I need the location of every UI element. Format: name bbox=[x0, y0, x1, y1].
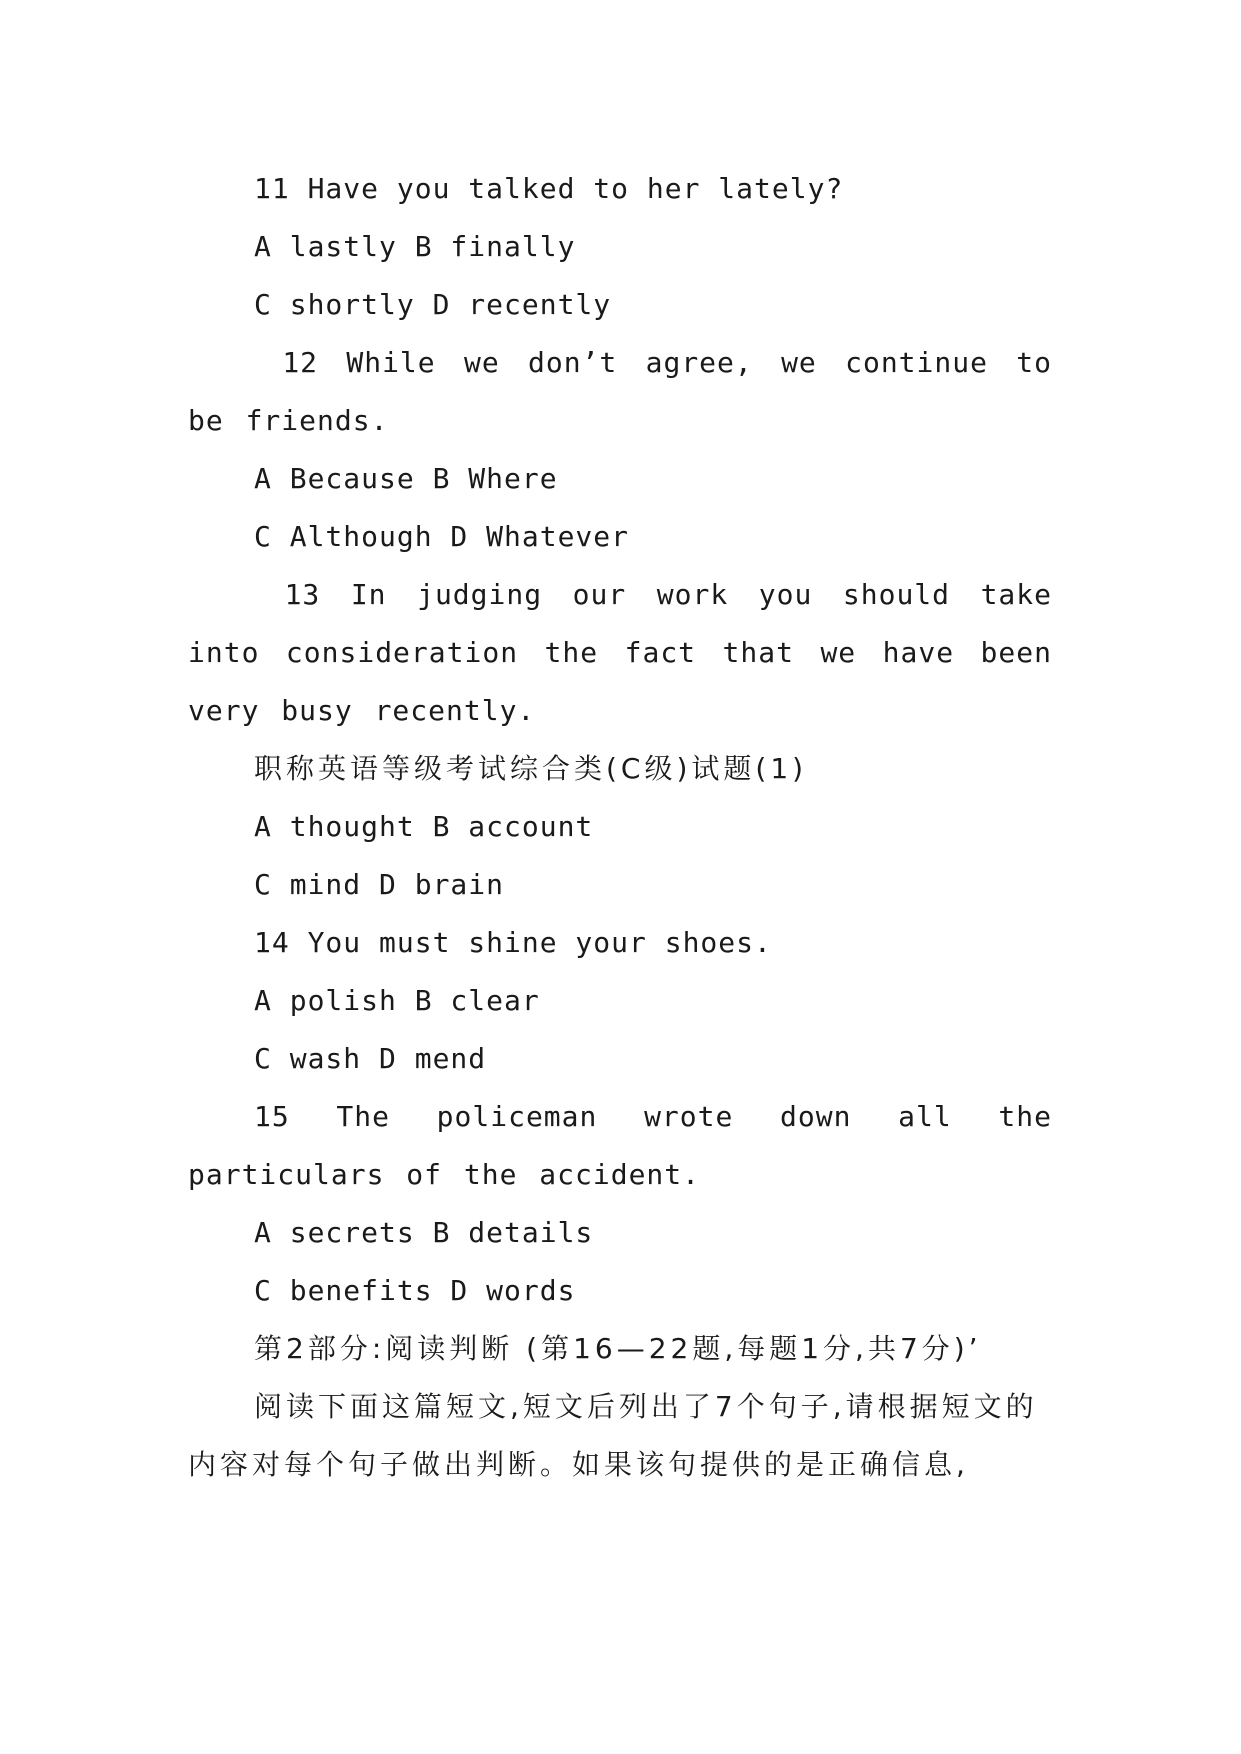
section-title: 职称英语等级考试综合类(C级)试题(1) bbox=[254, 752, 808, 785]
part-2-heading: 第2部分:阅读判断 (第16—22题,每题1分,共7分)’ bbox=[254, 1332, 982, 1365]
question-11-options-ab: A lastly B finally bbox=[254, 230, 576, 263]
part-2-instructions: 阅读下面这篇短文,短文后列出了7个句子,请根据短文的内容对每个句子做出判断。如果该句提供的是正确信息, bbox=[188, 1390, 1038, 1481]
document-body bbox=[188, 160, 1074, 1494]
question-11-options-cd: C shortly D recently bbox=[254, 288, 612, 321]
question-15: 15 The policeman wrote down all the particulars of the accident. bbox=[188, 1100, 1074, 1191]
question-14: 14 You must shine your shoes. bbox=[254, 926, 772, 959]
question-13: 13 In judging our work you should take into consideration the fact that we have been very busy recently. bbox=[188, 578, 1074, 727]
question-12-options-ab: A Because B Where bbox=[254, 462, 558, 495]
question-11: 11 Have you talked to her lately? bbox=[254, 172, 844, 205]
question-13-options-cd: C mind D brain bbox=[254, 868, 505, 901]
question-15-options-ab: A secrets B details bbox=[254, 1216, 594, 1249]
question-12-options-cd: C Although D Whatever bbox=[254, 520, 630, 553]
question-13-options-ab: A thought B account bbox=[254, 810, 594, 843]
question-15-options-cd: C benefits D words bbox=[254, 1274, 576, 1307]
question-14-options-cd: C wash D mend bbox=[254, 1042, 487, 1075]
question-14-options-ab: A polish B clear bbox=[254, 984, 540, 1017]
question-12: 12 While we don’t agree, we continue to be friends. bbox=[188, 346, 1074, 437]
